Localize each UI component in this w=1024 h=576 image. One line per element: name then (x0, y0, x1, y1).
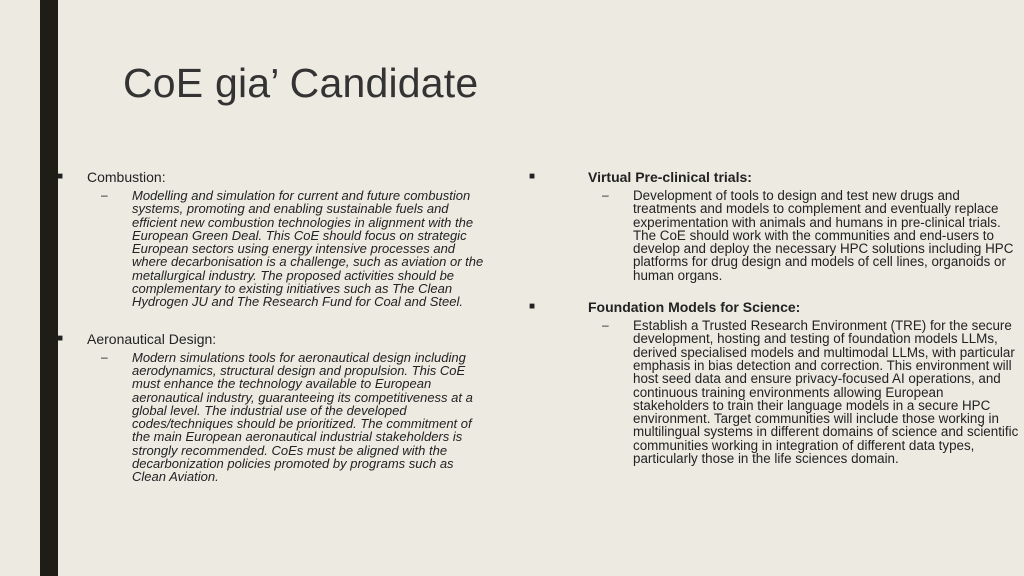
right-column (529, 169, 1019, 465)
item-text: Establish a Trusted Research Environment (TRE) for the secure development, hosting and testing of foundation models LLMs, derived specialised models and multimodal LLMs, with particular emphasis in bias detection and correction. This environment will host seed data and ensure privacy-focused AI operations, and continuous training environments allowing European stakeholders to train their language models in a secure HPC environment. Target communities will include those working in multilingual systems in different domains of science and scientific communities working in integration of different data types, particularly those in the life sciences domain. (633, 318, 1019, 467)
accent-side-bar (40, 0, 58, 576)
list-item-aeronautical-design (57, 331, 487, 484)
sub-item (588, 189, 1019, 282)
sub-item (87, 189, 487, 309)
page-title: CoE gia’ Candidate (123, 60, 479, 106)
square-bullet-icon: ■ (57, 332, 64, 344)
item-heading: Foundation Models for Science: (588, 299, 801, 316)
item-heading: Virtual Pre-clinical trials: (588, 169, 752, 185)
item-text: Modelling and simulation for current and future combustion systems, promoting and enabling sustainable fuels and efficient new combustion technologies in alignment with the European Green Deal. This CoE should focus on strategic European sectors using energy intensive processes and where decarbonisation is a challenge, such as aviation or the metallurgical industry. The proposed activities should be complementary to existing initiatives such as The Clean Hydrogen JU and The Research Fund for Coal and Steel. (132, 188, 484, 310)
square-bullet-icon: ■ (57, 171, 64, 182)
dash-bullet-icon: – (602, 318, 609, 333)
dash-bullet-icon: – (602, 188, 609, 202)
left-column (57, 169, 487, 484)
dash-bullet-icon: – (101, 349, 108, 364)
list-item-foundation-models (529, 299, 1019, 465)
sub-item (87, 351, 487, 484)
list-item-combustion (57, 169, 487, 309)
item-text: Development of tools to design and test new drugs and treatments and models to complement and eventually replace experimentation with animals and humans in pre-clinical trials. The CoE should work with the communities and end-users to develop and deploy the necessary HPC solutions including HPC platforms for drug design and models of cell lines, organoids or human organs. (633, 188, 1014, 283)
square-bullet-icon: ■ (529, 171, 536, 182)
item-text: Modern simulations tools for aeronautical design including aerodynamics, structural design and propulsion. This CoE must enhance the technology available to European aeronautical industry, guaranteeing its competitiveness at a global level. The industrial use of the developed codes/techniques should be prioritized. The commitment of the main European aeronautical industrial stakeholders is strongly recommended. CoEs must be aligned with the decarbonization policies promoted by programs such as Clean Aviation. (132, 349, 473, 485)
item-heading: Aeronautical Design: (87, 330, 217, 347)
square-bullet-icon: ■ (529, 301, 536, 313)
dash-bullet-icon: – (101, 188, 108, 202)
sub-item (588, 319, 1019, 465)
item-heading: Combustion: (87, 169, 166, 185)
list-item-virtual-preclinical-trials (529, 169, 1019, 282)
